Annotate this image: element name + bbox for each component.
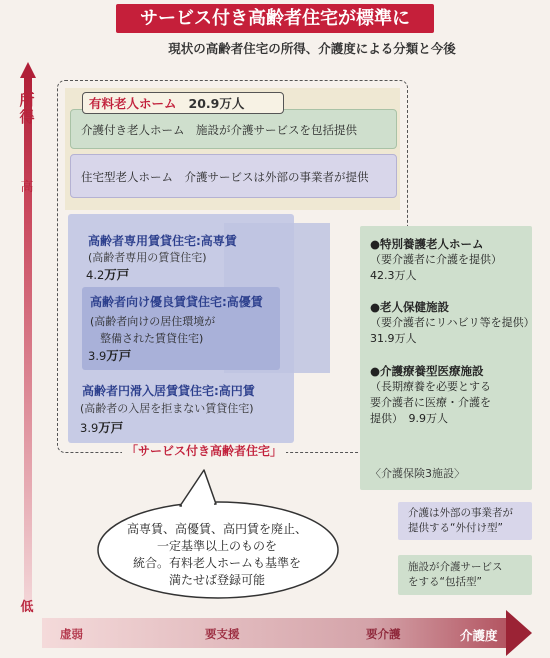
kosenchin-title: 高齢者専用賃貸住宅:高専賃 xyxy=(88,234,237,248)
paid-nursing-home-count: 20.9 xyxy=(188,96,220,111)
koenchin-desc: (高齢者の入居を拒まない賃貸住宅) xyxy=(80,402,254,415)
speech-bubble-line: 統合。有料老人ホームも基準を xyxy=(132,556,301,570)
facility-item xyxy=(370,236,502,284)
legend-text: 介護は外部の事業者が xyxy=(408,507,513,519)
x-axis-label-weak: 虚弱 xyxy=(60,627,83,641)
x-axis-label-care: 要介護 xyxy=(366,627,401,641)
y-axis-arrow xyxy=(20,62,36,610)
legend-external-type xyxy=(398,502,532,540)
x-axis-arrow-head xyxy=(506,610,532,656)
speech-bubble-line: 高専賃、高優賃、高円賃を廃止、 xyxy=(126,522,307,536)
koyuchin-count: 3.9万戸 xyxy=(88,348,132,363)
paid-nursing-home-tab xyxy=(82,92,284,114)
facility-item xyxy=(370,299,535,347)
facility-count: 31.9万人 xyxy=(370,332,417,345)
y-axis-low-label: 低 xyxy=(20,600,34,615)
residential-home-box: 住宅型老人ホーム 介護サービスは外部の事業者が提供 xyxy=(70,154,397,198)
facility-name: ●老人保健施設 xyxy=(370,300,450,314)
y-axis-high-label: 高 xyxy=(20,180,34,195)
service-housing-label: 「サービス付き高齢者住宅」 xyxy=(122,443,286,460)
facility-desc: （長期療養を必要とする xyxy=(370,380,491,393)
facility-count: 提供） 9.9万人 xyxy=(370,412,448,425)
koenchin-count: 3.9万戸 xyxy=(80,420,124,435)
speech-bubble-line: 満たせば登録可能 xyxy=(168,573,265,587)
facility-desc: （要介護者に介護を提供） xyxy=(370,253,502,266)
x-axis-label: 介護度 xyxy=(460,628,498,643)
legend-text: 提供する“外付け型” xyxy=(408,522,503,534)
legend-text: 施設が介護サービス xyxy=(408,561,503,573)
kosenchin-count: 4.2万戸 xyxy=(86,267,130,282)
facility-name: ●特別養護老人ホーム xyxy=(370,237,484,251)
facility-desc: 要介護者に医療・介護を xyxy=(370,396,491,409)
legend-text: をする“包括型” xyxy=(408,576,482,588)
facility-count: 42.3万人 xyxy=(370,269,417,282)
legend-inclusive-type xyxy=(398,555,532,595)
koenchin-title: 高齢者円滑入居賃貸住宅:高円賃 xyxy=(82,384,255,398)
paid-nursing-home-label: 有料老人ホーム xyxy=(89,96,177,111)
facility-desc: （要介護者にリハビリ等を提供） xyxy=(370,316,535,329)
care-included-home-box: 介護付き老人ホーム 施設が介護サービスを包括提供 xyxy=(70,109,397,149)
speech-bubble-line: 一定基準以上のものを xyxy=(156,539,277,553)
koyuchin-title: 高齢者向け優良賃貸住宅:高優賃 xyxy=(90,295,263,309)
x-axis-bar xyxy=(42,618,512,648)
koyuchin-desc-line2: 整備された賃貸住宅) xyxy=(100,332,204,345)
koyuchin-desc-line1: (高齢者向けの居住環境が xyxy=(90,315,216,328)
title-banner: サービス付き高齢者住宅が標準に xyxy=(116,4,434,33)
kosenchin-desc: (高齢者専用の賃貸住宅) xyxy=(88,251,207,264)
y-axis-label: 所得 xyxy=(19,91,35,126)
paid-nursing-home-unit: 万人 xyxy=(219,96,245,111)
speech-bubble-text xyxy=(98,521,336,589)
facility-footer: 〈介護保険3施設〉 xyxy=(370,467,465,480)
x-axis-label-support: 要支援 xyxy=(205,627,240,641)
facility-item xyxy=(370,363,491,427)
facility-name: ●介護療養型医療施設 xyxy=(370,364,484,378)
subtitle: 現状の高齢者住宅の所得、介護度による分類と今後 xyxy=(168,41,456,56)
